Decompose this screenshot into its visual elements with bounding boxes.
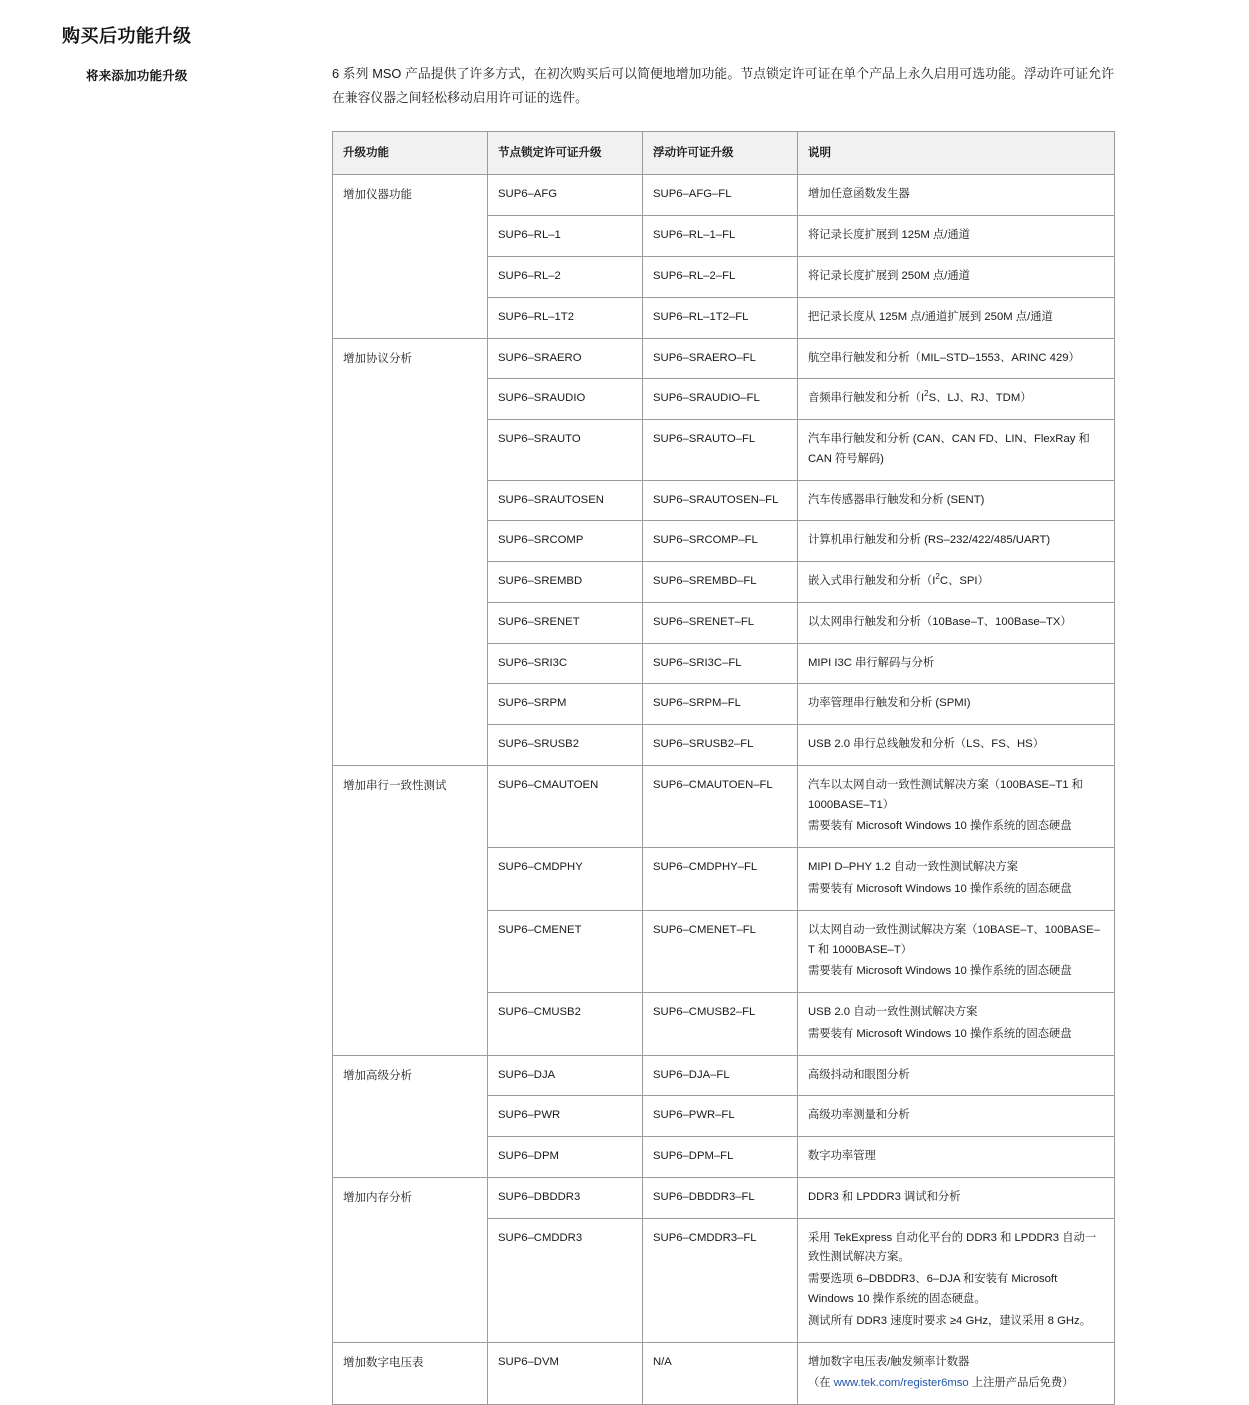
cell-node-locked-code: SUP6–AFG	[488, 175, 643, 216]
cell-description	[798, 1137, 1115, 1178]
cell-floating-code: SUP6–RL–2–FL	[643, 257, 798, 298]
description-line: 增加任意函数发生器	[808, 188, 910, 201]
cell-floating-code: SUP6–SREMBD–FL	[643, 562, 798, 603]
description-line: （在 www.tek.com/register6mso 上注册产品后免费）	[808, 1377, 1074, 1390]
cell-description	[798, 848, 1115, 911]
cell-description	[798, 1055, 1115, 1096]
cell-floating-code: SUP6–CMUSB2–FL	[643, 993, 798, 1056]
cell-node-locked-code: SUP6–RL–1	[488, 216, 643, 257]
cell-floating-code: SUP6–SRAUTO–FL	[643, 420, 798, 481]
table-row	[333, 338, 1115, 379]
cell-floating-code: SUP6–AFG–FL	[643, 175, 798, 216]
cell-description	[798, 257, 1115, 298]
cell-node-locked-code: SUP6–DBDDR3	[488, 1177, 643, 1218]
cell-node-locked-code: SUP6–SRAERO	[488, 338, 643, 379]
description-line: 将记录长度扩展到 250M 点/通道	[808, 270, 970, 282]
upgrade-options-table	[332, 131, 1115, 1405]
cell-description	[798, 765, 1115, 847]
cell-description	[798, 1177, 1115, 1218]
column-header-floating: 浮动许可证升级	[643, 132, 798, 175]
cell-node-locked-code: SUP6–SRAUTOSEN	[488, 480, 643, 521]
table-row	[333, 765, 1115, 847]
cell-description	[798, 725, 1115, 766]
cell-node-locked-code: SUP6–PWR	[488, 1096, 643, 1137]
cell-floating-code: SUP6–CMAUTOEN–FL	[643, 765, 798, 847]
cell-node-locked-code: SUP6–RL–1T2	[488, 297, 643, 338]
column-header-description: 说明	[798, 132, 1115, 175]
cell-feature-group: 增加仪器功能	[333, 175, 488, 338]
description-line: 高级功率测量和分析	[808, 1109, 910, 1122]
cell-description	[798, 602, 1115, 643]
cell-floating-code: SUP6–SRCOMP–FL	[643, 521, 798, 562]
description-line: 将记录长度扩展到 125M 点/通道	[808, 229, 970, 242]
description-line: 以太网自动一致性测试解决方案（10BASE–T、100BASE–T 和 1000BASE–T）	[808, 923, 1100, 956]
description-line: 计算机串行触发和分析 (RS–232/422/485/UART)	[808, 534, 1051, 547]
cell-node-locked-code: SUP6–SRENET	[488, 602, 643, 643]
cell-floating-code: SUP6–PWR–FL	[643, 1096, 798, 1137]
cell-description	[798, 379, 1115, 420]
cell-feature-group: 增加协议分析	[333, 338, 488, 765]
description-line: 功率管理串行触发和分析 (SPMI)	[808, 697, 971, 710]
cell-description	[798, 993, 1115, 1056]
cell-node-locked-code: SUP6–SRAUDIO	[488, 379, 643, 420]
cell-node-locked-code: SUP6–CMDDR3	[488, 1218, 643, 1342]
description-line: USB 2.0 串行总线触发和分析（LS、FS、HS）	[808, 738, 1045, 751]
description-line: 汽车传感器串行触发和分析 (SENT)	[808, 493, 985, 506]
cell-floating-code: SUP6–SRUSB2–FL	[643, 725, 798, 766]
cell-floating-code: SUP6–DJA–FL	[643, 1055, 798, 1096]
cell-description	[798, 643, 1115, 684]
description-line: 需要选项 6–DBDDR3、6–DJA 和安装有 Microsoft Windows 10 操作系统的固态硬盘。	[808, 1273, 1058, 1305]
cell-feature-group: 增加串行一致性测试	[333, 765, 488, 1055]
description-line: 汽车以太网自动一致性测试解决方案（100BASE–T1 和 1000BASE–T1）	[808, 778, 1083, 811]
cell-node-locked-code: SUP6–SRAUTO	[488, 420, 643, 481]
description-line: 音频串行触发和分析（$I^2S$、LJ、RJ、TDM）	[808, 389, 1032, 405]
cell-floating-code: N/A	[643, 1342, 798, 1405]
cell-node-locked-code: SUP6–CMDPHY	[488, 848, 643, 911]
table-row	[333, 175, 1115, 216]
cell-description	[798, 910, 1115, 992]
description-line: 数字功率管理	[808, 1150, 876, 1163]
cell-description	[798, 1342, 1115, 1405]
cell-floating-code: SUP6–CMDDR3–FL	[643, 1218, 798, 1342]
cell-node-locked-code: SUP6–SRPM	[488, 684, 643, 725]
description-line: 高级抖动和眼图分析	[808, 1068, 910, 1081]
column-header-feature: 升级功能	[333, 132, 488, 175]
cell-floating-code: SUP6–SRAERO–FL	[643, 338, 798, 379]
cell-description	[798, 521, 1115, 562]
cell-floating-code: SUP6–DBDDR3–FL	[643, 1177, 798, 1218]
description-line: 嵌入式串行触发和分析（$I^2C$、SPI）	[808, 572, 989, 588]
description-line: MIPI I3C 串行解码与分析	[808, 656, 935, 669]
cell-floating-code: SUP6–CMDPHY–FL	[643, 848, 798, 911]
cell-description	[798, 480, 1115, 521]
description-line: DDR3 和 LPDDR3 调试和分析	[808, 1190, 961, 1203]
superscript-two: 2	[924, 389, 929, 399]
cell-node-locked-code: SUP6–SREMBD	[488, 562, 643, 603]
description-line: 把记录长度从 125M 点/通道扩展到 250M 点/通道	[808, 310, 1053, 323]
cell-node-locked-code: SUP6–SRCOMP	[488, 521, 643, 562]
table-row	[333, 1055, 1115, 1096]
table-row	[333, 1177, 1115, 1218]
intro-paragraph: 6 系列 MSO 产品提供了许多方式，在初次购买后可以简便地增加功能。节点锁定许可证在单个产品上永久启用可选功能。浮动许可证允许在兼容仪器之间轻松移动启用许可证的选件。	[332, 66, 1114, 105]
registration-link[interactable]: www.tek.com/register6mso	[833, 1377, 969, 1390]
cell-floating-code: SUP6–SRI3C–FL	[643, 643, 798, 684]
column-header-node-locked: 节点锁定许可证升级	[488, 132, 643, 175]
cell-feature-group: 增加内存分析	[333, 1177, 488, 1342]
description-line: 需要装有 Microsoft Windows 10 操作系统的固态硬盘	[808, 965, 1072, 978]
cell-floating-code: SUP6–SRAUDIO–FL	[643, 379, 798, 420]
cell-description	[798, 216, 1115, 257]
cell-node-locked-code: SUP6–CMENET	[488, 910, 643, 992]
cell-node-locked-code: SUP6–RL–2	[488, 257, 643, 298]
description-line: 需要装有 Microsoft Windows 10 操作系统的固态硬盘	[808, 1027, 1072, 1040]
table-header-row	[333, 132, 1115, 175]
description-line: 汽车串行触发和分析 (CAN、CAN FD、LIN、FlexRay 和 CAN 符号解码)	[808, 433, 1090, 465]
page-title: 购买后功能升级	[62, 26, 192, 46]
table-head	[333, 132, 1115, 175]
cell-node-locked-code: SUP6–SRUSB2	[488, 725, 643, 766]
table-row	[333, 1342, 1115, 1405]
cell-node-locked-code: SUP6–CMAUTOEN	[488, 765, 643, 847]
section-side-label: 将来添加功能升级	[86, 69, 188, 83]
cell-description	[798, 338, 1115, 379]
cell-floating-code: SUP6–SRAUTOSEN–FL	[643, 480, 798, 521]
cell-description	[798, 562, 1115, 603]
page-content	[332, 62, 1114, 1405]
cell-node-locked-code: SUP6–CMUSB2	[488, 993, 643, 1056]
cell-feature-group: 增加高级分析	[333, 1055, 488, 1177]
cell-floating-code: SUP6–SRPM–FL	[643, 684, 798, 725]
cell-floating-code: SUP6–SRENET–FL	[643, 602, 798, 643]
cell-description	[798, 1218, 1115, 1342]
description-line: 需要装有 Microsoft Windows 10 操作系统的固态硬盘	[808, 883, 1072, 896]
description-line: 航空串行触发和分析（MIL–STD–1553、ARINC 429）	[808, 351, 1080, 364]
cell-node-locked-code: SUP6–DJA	[488, 1055, 643, 1096]
table-body	[333, 175, 1115, 1405]
cell-floating-code: SUP6–CMENET–FL	[643, 910, 798, 992]
cell-description	[798, 684, 1115, 725]
superscript-two: 2	[935, 572, 940, 582]
cell-node-locked-code: SUP6–DPM	[488, 1137, 643, 1178]
cell-node-locked-code: SUP6–DVM	[488, 1342, 643, 1405]
cell-description	[798, 175, 1115, 216]
description-line: 以太网串行触发和分析（10Base–T、100Base–TX）	[808, 615, 1072, 628]
description-line: 需要装有 Microsoft Windows 10 操作系统的固态硬盘	[808, 820, 1072, 833]
description-line: 采用 TekExpress 自动化平台的 DDR3 和 LPDDR3 自动一致性测试解决方案。	[808, 1231, 1097, 1264]
cell-description	[798, 420, 1115, 481]
description-line: 测试所有 DDR3 速度时要求 ≥4 GHz，建议采用 8 GHz。	[808, 1314, 1091, 1327]
cell-floating-code: SUP6–DPM–FL	[643, 1137, 798, 1178]
description-line: MIPI D–PHY 1.2 自动一致性测试解决方案	[808, 861, 1019, 874]
cell-feature-group: 增加数字电压表	[333, 1342, 488, 1405]
description-line: 增加数字电压表/触发频率计数器	[808, 1355, 970, 1368]
cell-floating-code: SUP6–RL–1–FL	[643, 216, 798, 257]
cell-description	[798, 297, 1115, 338]
cell-node-locked-code: SUP6–SRI3C	[488, 643, 643, 684]
cell-floating-code: SUP6–RL–1T2–FL	[643, 297, 798, 338]
cell-description	[798, 1096, 1115, 1137]
description-line: USB 2.0 自动一致性测试解决方案	[808, 1006, 978, 1019]
